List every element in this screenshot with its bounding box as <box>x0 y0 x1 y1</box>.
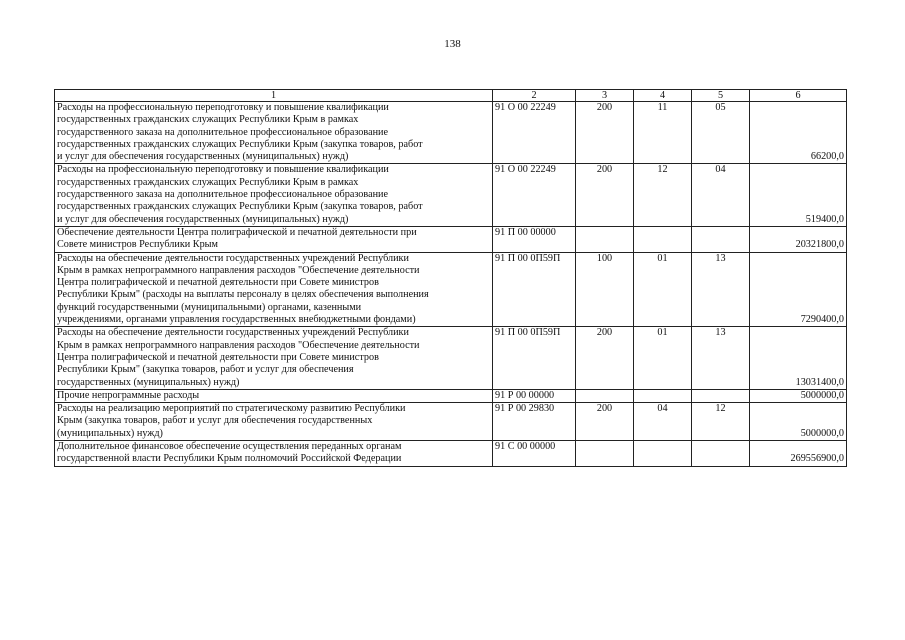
row-name-cell: Обеспечение деятельности Центра полиграфической и печатной деятельности при Совете министров Республики Крым <box>55 226 493 252</box>
row-sum-cell: 66200,0 <box>750 102 847 164</box>
table-row <box>55 389 847 402</box>
row-name-cell: Расходы на реализацию мероприятий по стратегическому развитию Республики Крым (закупка товаров, работ и услуг для обеспечения государственных (муниципальных) нужд) <box>55 403 493 441</box>
row-rz-cell: 12 <box>634 164 692 226</box>
row-code-cell: 91 П 00 00000 <box>493 226 576 252</box>
header-cell-1: 1 <box>55 90 493 102</box>
row-pr-cell: 13 <box>692 252 750 327</box>
row-pr-cell <box>692 226 750 252</box>
row-vr-cell: 100 <box>576 252 634 327</box>
row-vr-cell: 200 <box>576 327 634 389</box>
row-sum-cell: 5000000,0 <box>750 389 847 402</box>
row-name-cell: Расходы на обеспечение деятельности государственных учреждений Республики Крым в рамках непрограммного направления расходов "Обеспечение деятельности Центра полиграфической и печатной деятельности при Совете министров Республики Крым" (закупка товаров, работ и услуг для обеспечения государственных (муниципальных) нужд) <box>55 327 493 389</box>
row-code-cell: 91 П 00 0П59П <box>493 252 576 327</box>
header-cell-3: 3 <box>576 90 634 102</box>
row-sum-cell: 13031400,0 <box>750 327 847 389</box>
row-pr-cell: 05 <box>692 102 750 164</box>
table-row <box>55 226 847 252</box>
row-vr-cell: 200 <box>576 403 634 441</box>
table-row <box>55 327 847 389</box>
row-rz-cell: 11 <box>634 102 692 164</box>
row-sum-cell: 519400,0 <box>750 164 847 226</box>
page-number: 138 <box>444 38 461 50</box>
header-cell-6: 6 <box>750 90 847 102</box>
row-pr-cell: 12 <box>692 403 750 441</box>
row-sum-cell: 5000000,0 <box>750 403 847 441</box>
table-row <box>55 102 847 164</box>
header-cell-4: 4 <box>634 90 692 102</box>
table-row <box>55 252 847 327</box>
row-rz-cell <box>634 389 692 402</box>
row-code-cell: 91 С 00 00000 <box>493 441 576 467</box>
row-name-cell: Прочие непрограммные расходы <box>55 389 493 402</box>
header-cell-5: 5 <box>692 90 750 102</box>
row-name-cell: Расходы на профессиональную переподготовку и повышение квалификации государственных гражданских служащих Республики Крым в рамках государственного заказа на дополнительное профессиональное образование государственных гражданских служащих Республики Крым (закупка товаров, работ и услуг для обеспечения государственных (муниципальных) нужд) <box>55 164 493 226</box>
table-row <box>55 403 847 441</box>
row-pr-cell: 13 <box>692 327 750 389</box>
row-pr-cell <box>692 389 750 402</box>
row-vr-cell <box>576 226 634 252</box>
row-sum-cell: 269556900,0 <box>750 441 847 467</box>
header-cell-2: 2 <box>493 90 576 102</box>
row-vr-cell: 200 <box>576 164 634 226</box>
table-header-row <box>55 90 847 102</box>
row-vr-cell: 200 <box>576 102 634 164</box>
row-sum-cell: 7290400,0 <box>750 252 847 327</box>
row-vr-cell <box>576 441 634 467</box>
row-rz-cell <box>634 441 692 467</box>
row-rz-cell: 04 <box>634 403 692 441</box>
row-code-cell: 91 О 00 22249 <box>493 164 576 226</box>
row-name-cell: Расходы на обеспечение деятельности государственных учреждений Республики Крым в рамках непрограммного направления расходов "Обеспечение деятельности Центра полиграфической и печатной деятельности при Совете министров Республики Крым" (расходы на выплаты персоналу в целях обеспечения выполнения функций государственными (муниципальными) органами, казенными учреждениями, органами управления государственных внебюджетными фондами) <box>55 252 493 327</box>
row-pr-cell <box>692 441 750 467</box>
table-row <box>55 441 847 467</box>
row-vr-cell <box>576 389 634 402</box>
row-rz-cell: 01 <box>634 252 692 327</box>
row-rz-cell <box>634 226 692 252</box>
row-sum-cell: 20321800,0 <box>750 226 847 252</box>
table-row <box>55 164 847 226</box>
row-code-cell: 91 П 00 0П59П <box>493 327 576 389</box>
row-code-cell: 91 О 00 22249 <box>493 102 576 164</box>
row-pr-cell: 04 <box>692 164 750 226</box>
budget-table <box>54 89 847 467</box>
row-name-cell: Дополнительное финансовое обеспечение осуществления переданных органам государственной власти Республики Крым полномочий Российской Федерации <box>55 441 493 467</box>
row-name-cell: Расходы на профессиональную переподготовку и повышение квалификации государственных гражданских служащих Республики Крым в рамках государственного заказа на дополнительное профессиональное образование государственных гражданских служащих Республики Крым (закупка товаров, работ и услуг для обеспечения государственных (муниципальных) нужд) <box>55 102 493 164</box>
row-code-cell: 91 Р 00 29830 <box>493 403 576 441</box>
row-rz-cell: 01 <box>634 327 692 389</box>
row-code-cell: 91 Р 00 00000 <box>493 389 576 402</box>
